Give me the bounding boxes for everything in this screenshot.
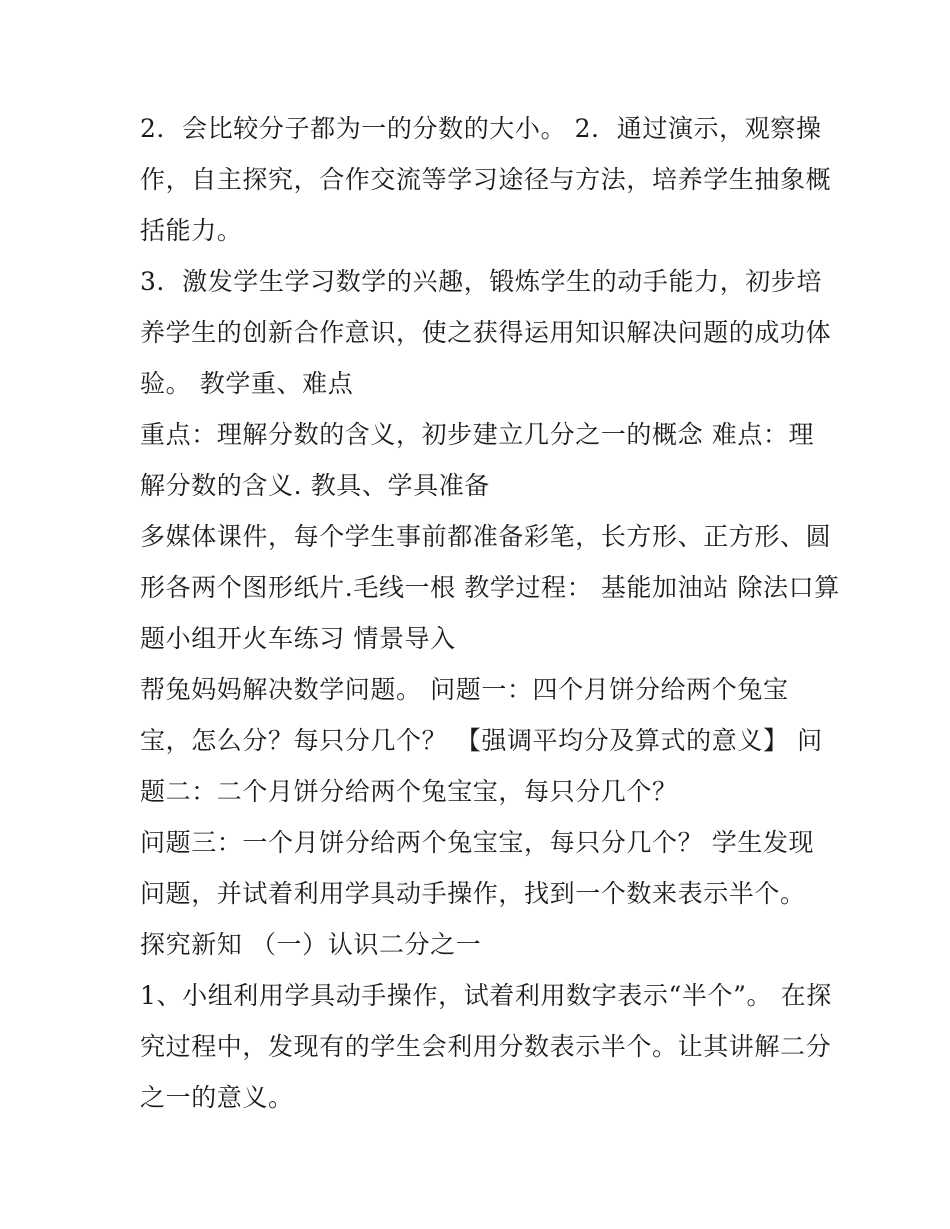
text-line: 括能力。 [140,216,243,245]
text-line: 问题，并试着利用学具动手操作，找到一个数来表示半个。 [140,879,806,908]
text-line: 问题三：一个月饼分给两个兔宝宝，每只分几个？ 学生发现 [140,828,815,857]
text-line: 形各两个图形纸片.毛线一根 教学过程： 基能加油站 除法口算 [140,573,840,602]
text-line: 究过程中，发现有的学生会利用分数表示半个。让其讲解二分 [140,1032,832,1061]
text-line: 1、小组利用学具动手操作，试着利用数字表示“半个”。 在探 [140,981,832,1010]
text-line: 作，自主探究，合作交流等学习途径与方法，培养学生抽象概 [140,165,832,194]
text-line: 养学生的创新合作意识，使之获得运用知识解决问题的成功体 [140,318,832,347]
text-line: 题小组开火车练习 情景导入 [140,624,456,653]
text-line: 题二：二个月饼分给两个兔宝宝，每只分几个？ [140,777,678,806]
text-line: 3．激发学生学习数学的兴趣，锻炼学生的动手能力，初步培 [140,267,823,296]
text-line: 2．会比较分子都为一的分数的大小。 2．通过演示，观察操 [140,114,822,143]
text-line: 之一的意义。 [140,1083,294,1112]
text-line: 解分数的含义. 教具、学具准备 [140,471,490,500]
text-line: 重点：理解分数的含义，初步建立几分之一的概念 难点：理 [140,420,815,449]
text-line: 验。 教学重、难点 [140,369,354,398]
text-line: 多媒体课件，每个学生事前都准备彩笔，长方形、正方形、圆 [140,522,832,551]
text-line: 帮兔妈妈解决数学问题。 问题一：四个月饼分给两个兔宝 [140,675,789,704]
text-line: 宝，怎么分？每只分几个？ 【强调平均分及算式的意义】 问 [140,726,823,755]
text-line: 探究新知 （一）认识二分之一 [140,930,482,959]
